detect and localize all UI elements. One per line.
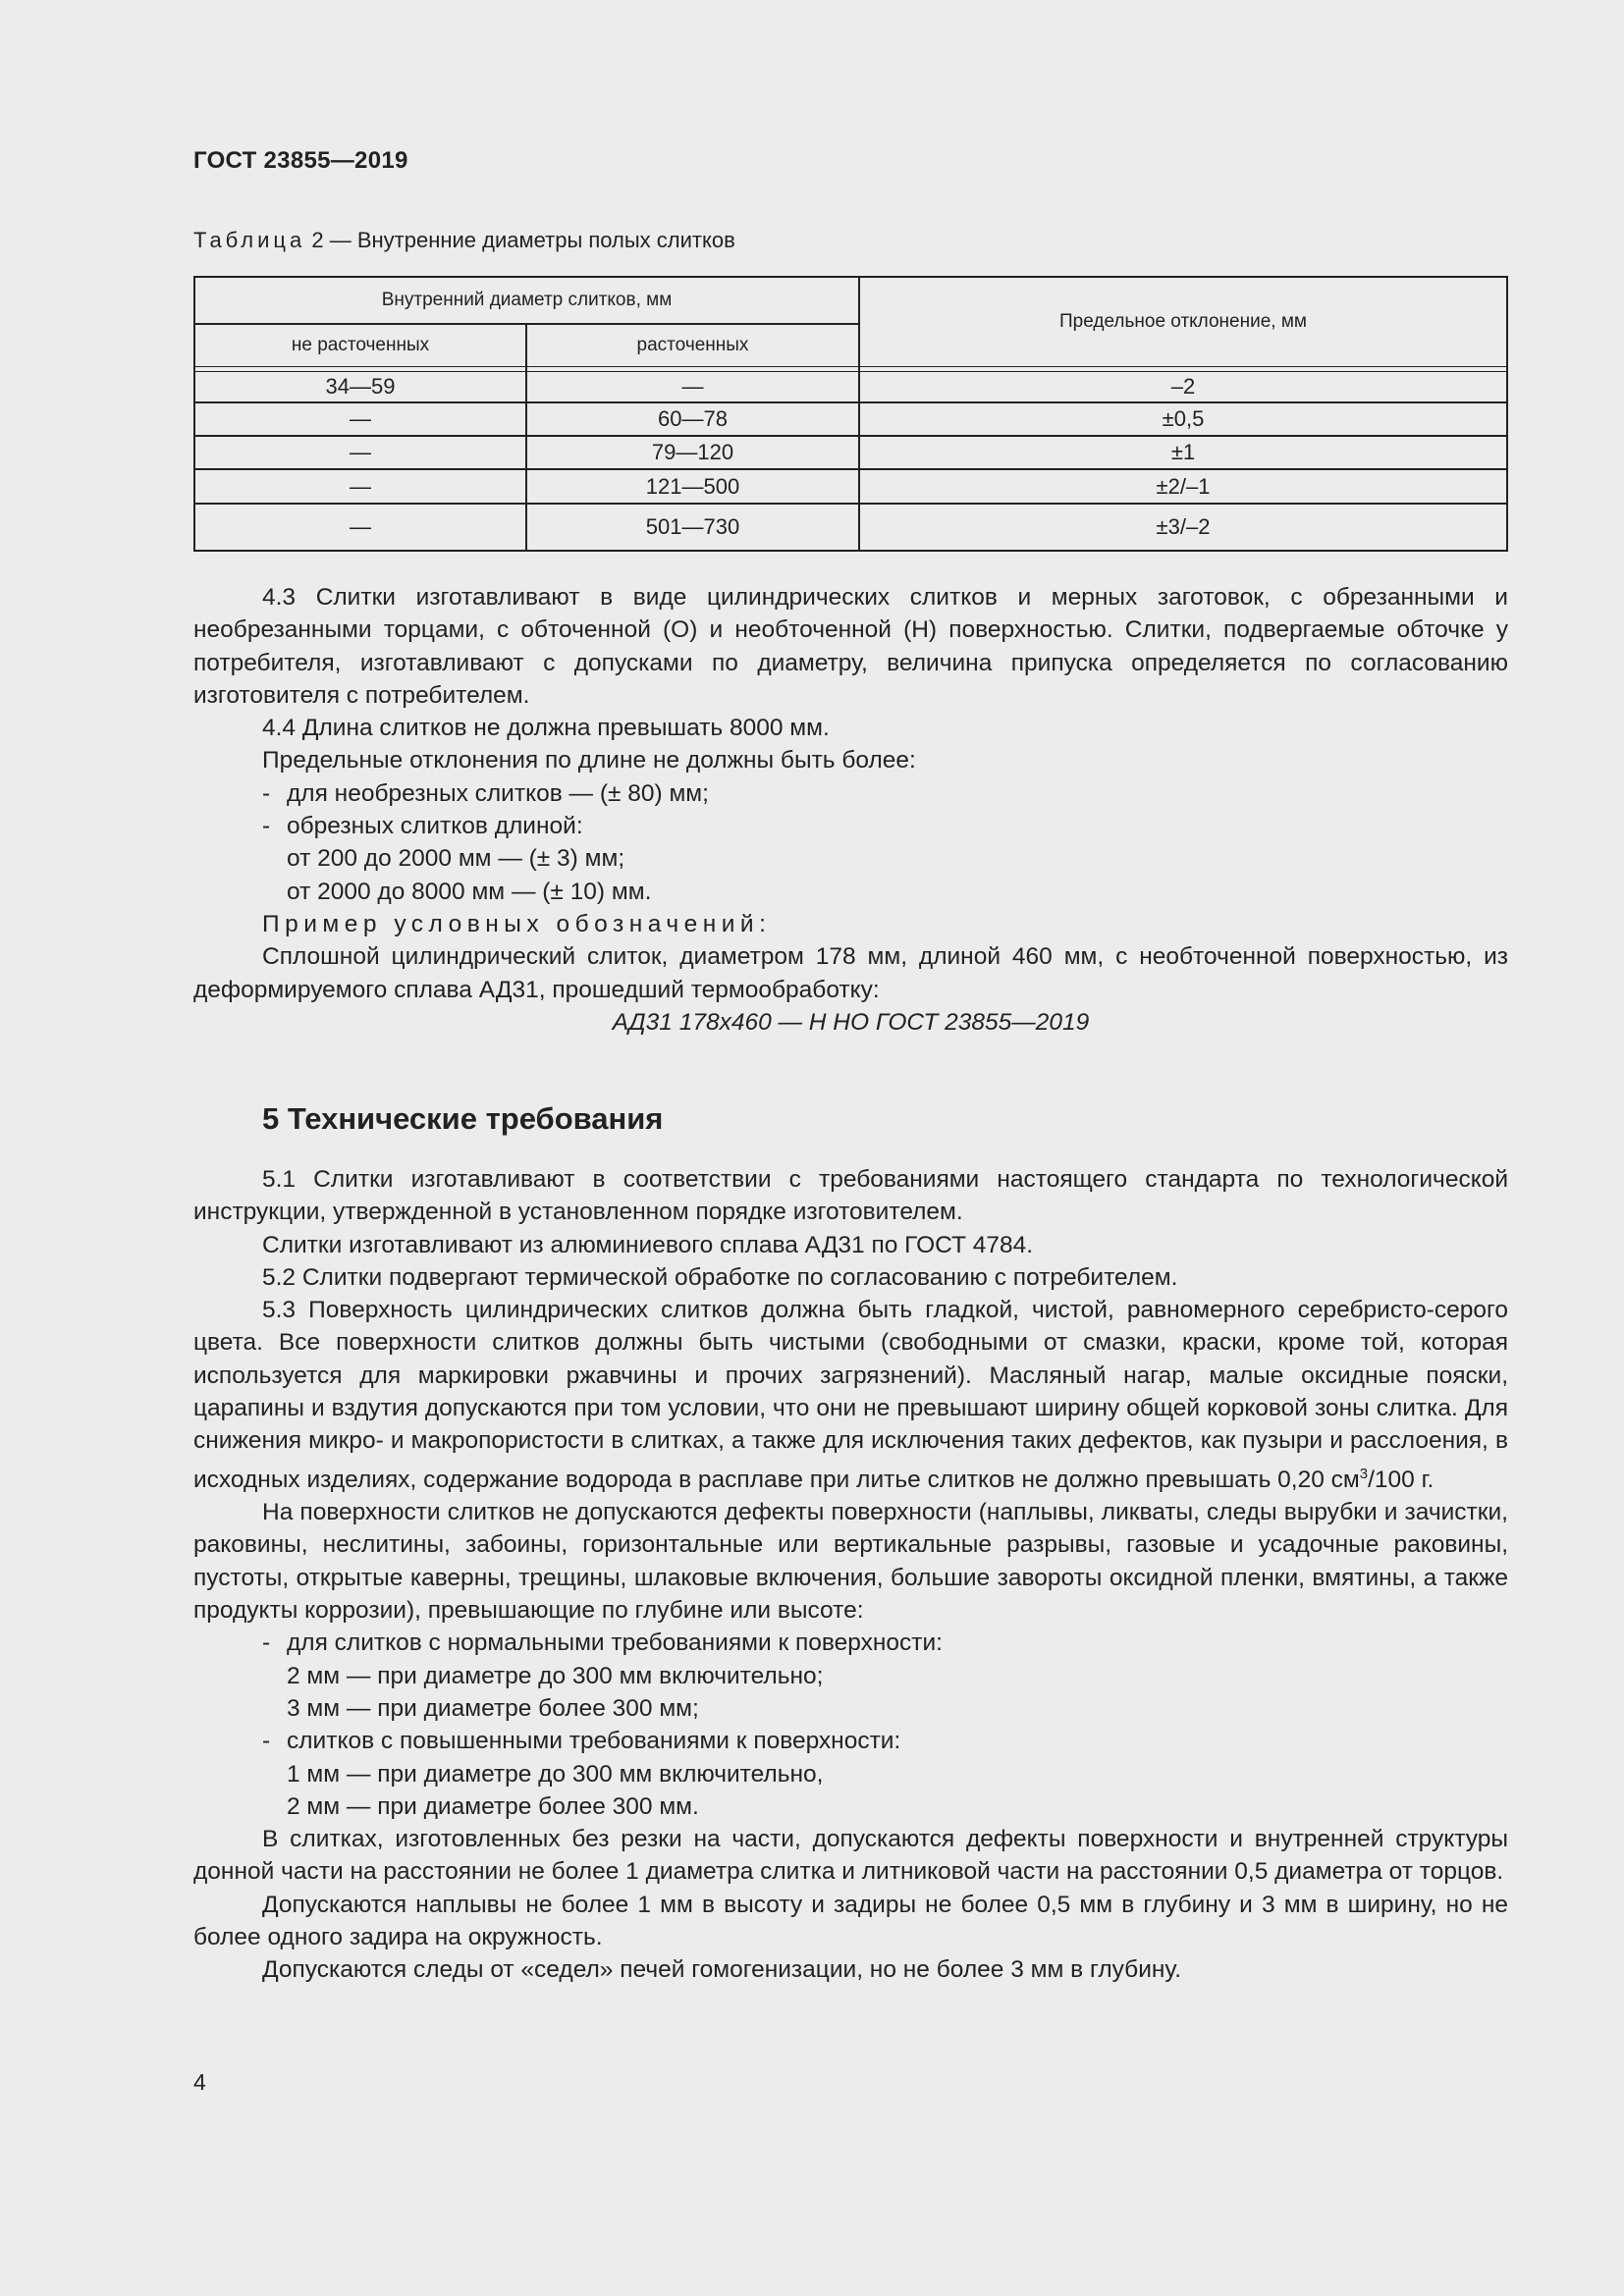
table-cell: –2 bbox=[1170, 374, 1196, 399]
sub-list-item: 2 мм — при диаметре до 300 мм включительно; bbox=[287, 1662, 824, 1689]
table-cell: — bbox=[350, 440, 371, 464]
page-number: 4 bbox=[193, 2069, 206, 2095]
table-cell: — bbox=[350, 473, 371, 499]
table-caption-text: 2 — Внутренние диаметры полых слитков bbox=[305, 228, 735, 252]
deviations-intro: Предельные отклонения по длине не должны быть более: bbox=[262, 747, 916, 774]
example-label: Пример условных обозначений: bbox=[262, 910, 772, 937]
paragraph-uncut: В слитках, изготовленных без резки на части, допускаются дефекты поверхности и внутренней структуры донной части на расстоянии не более 1 диаметра слитка и литниковой части на расстоянии 0,5 диаметра от торцов. bbox=[193, 1826, 1508, 1886]
sub-list-item: от 2000 до 8000 мм — (± 10) мм. bbox=[287, 878, 652, 905]
table-cell: 60—78 bbox=[658, 406, 728, 431]
inner-diameter-table bbox=[193, 276, 1508, 552]
table-cell: ±0,5 bbox=[1162, 406, 1205, 431]
table-cell: 79—120 bbox=[651, 440, 734, 464]
table-caption-label: Таблица bbox=[193, 228, 306, 252]
list-item: - для слитков с нормальными требованиями к поверхности: bbox=[262, 1629, 943, 1657]
designation-example: АД31 178х460 — Н НО ГОСТ 23855—2019 bbox=[612, 1008, 1090, 1036]
paragraph-5-1b: Слитки изготавливают из алюминиевого сплава АД31 по ГОСТ 4784. bbox=[262, 1231, 1034, 1258]
section-5-body bbox=[193, 1163, 1508, 1987]
example-text: Сплошной цилиндрический слиток, диаметром 178 мм, длиной 460 мм, с необточенной поверхностью, из деформируемого сплава АД31, прошедший термообработку: bbox=[193, 943, 1508, 1003]
table-cell: — bbox=[350, 406, 371, 431]
document-code: ГОСТ 23855—2019 bbox=[193, 147, 408, 174]
sub-list-item: от 200 до 2000 мм — (± 3) мм; bbox=[287, 845, 625, 873]
paragraph-overlaps: Допускаются наплывы не более 1 мм в высоту и задиры не более 0,5 мм в глубину и 3 мм в ширину, но не более одного задира на окружность. bbox=[193, 1891, 1508, 1950]
paragraph-5-1: 5.1 Слитки изготавливают в соответствии с требованиями настоящего стандарта по технологической инструкции, утвержденной в установленном порядке изготовителем. bbox=[193, 1166, 1508, 1226]
table-cell: — bbox=[350, 514, 371, 539]
table-group-header: Внутренний диаметр слитков, мм bbox=[381, 290, 673, 310]
table-header-deviation: Предельное отклонение, мм bbox=[1059, 311, 1307, 332]
paragraph-5-3: 5.3 Поверхность цилиндрических слитков должна быть гладкой, чистой, равномерного серебристо-серого цвета. Все поверхности слитков должны быть чистыми (свободными от смазки, краски, кроме той, которая используется для маркировки ржавчины и прочих загрязнений). Масляный нагар, малые оксидные пояски, царапины и вздутия допускаются при том условии, что они не превышают ширину общей корковой зоны слитка. Для снижения микро- и макропористости в слитках, а также для исключения таких дефектов, как пузыри и расслоения, в исходных изделиях, содержание водорода в расплаве при литье слитков не должно превышать 0,20 $см^3/100$ г. bbox=[193, 1297, 1508, 1493]
table-cell: 121—500 bbox=[645, 473, 740, 499]
table-caption bbox=[193, 228, 735, 253]
paragraph-5-2: 5.2 Слитки подвергают термической обработке по согласованию с потребителем. bbox=[262, 1263, 1178, 1291]
list-item: - для необрезных слитков — (± 80) мм; bbox=[262, 779, 709, 807]
defects-intro: На поверхности слитков не допускаются дефекты поверхности (наплывы, ликваты, следы вырубки и зачистки, раковины, неслитины, забоины, горизонтальные или вертикальные разрывы, газовые и усадочные раковины, пустоты, открытые каверны, трещины, шлаковые включения, большие завороты оксидной пленки, вмятины, а также продукты коррозии), превышающие по глубине или высоте: bbox=[193, 1499, 1508, 1625]
table-header-not-bored: не расточенных bbox=[291, 335, 430, 355]
sub-list-item: 2 мм — при диаметре более 300 мм. bbox=[287, 1792, 699, 1820]
table-cell: 34—59 bbox=[325, 374, 396, 399]
paragraph-4-3: 4.3 Слитки изготавливают в виде цилиндрических слитков и мерных заготовок, с обрезанными и необрезанными торцами, с обточенной (О) и необточенной (Н) поверхностью. Слитки, подвергаемые обточке у потребителя, изготавливают с допусками по диаметру, величина припуска определяется по согласованию изготовителя с потребителем. bbox=[193, 584, 1508, 709]
paragraph-saddles: Допускаются следы от «седел» печей гомогенизации, но не более 3 мм в глубину. bbox=[262, 1956, 1182, 1984]
sub-list-item: 1 мм — при диаметре до 300 мм включительно, bbox=[287, 1760, 824, 1788]
table-cell: — bbox=[681, 374, 704, 399]
table-header-bored: расточенных bbox=[636, 335, 749, 355]
list-item: - слитков с повышенными требованиями к поверхности: bbox=[262, 1728, 901, 1755]
table-cell: ±1 bbox=[1170, 440, 1196, 464]
table-cell: ±3/–2 bbox=[1156, 514, 1211, 539]
section-5-heading: 5 Технические требования bbox=[262, 1101, 664, 1136]
sub-list-item: 3 мм — при диаметре более 300 мм; bbox=[287, 1694, 699, 1722]
table-cell: 501—730 bbox=[645, 514, 740, 539]
section-4-body bbox=[193, 581, 1508, 1039]
list-item: - обрезных слитков длиной: bbox=[262, 813, 583, 840]
table-cell: ±2/–1 bbox=[1156, 473, 1211, 499]
paragraph-4-4: 4.4 Длина слитков не должна превышать 8000 мм. bbox=[262, 715, 830, 742]
